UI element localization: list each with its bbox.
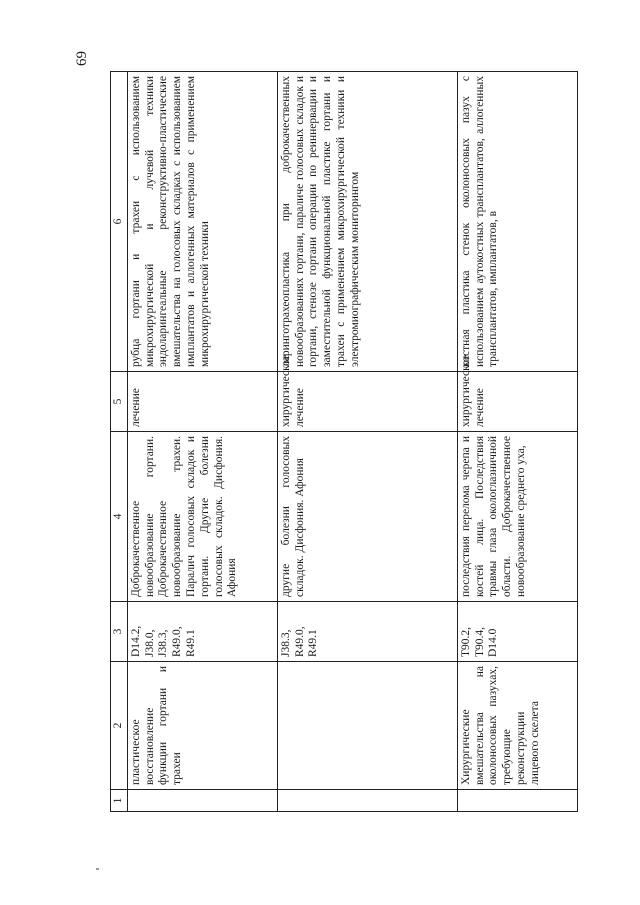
cell-icd-codes: J38.3, R49.0, R49.1 <box>277 602 457 662</box>
scan-artifact <box>96 868 99 870</box>
cell-treatment-type: хирургическое лечение <box>457 372 577 432</box>
cell-treatment-type: хирургическое лечение <box>277 372 457 432</box>
cell-method: ларинготрахеопластика при доброкачественных новообразованиях гортани, параличе голосовых складок и гортани, стенозе гортани операции по реиннервации и заместительной функциональной пластике гортани и трахеи с применением микрохирургической техники и электромиографическим мониторингом <box>277 72 457 372</box>
cell-procedure-group: Хирургические вмешательства на околоносовых пазухах, требующие реконструкции лицевого скелета <box>457 662 577 790</box>
procedures-table <box>110 71 578 812</box>
table-row <box>457 72 577 812</box>
table-row <box>127 72 277 812</box>
cell-procedure-group: пластическое восстановление функции гортани и трахеи <box>127 662 277 790</box>
cell-col1 <box>457 790 577 812</box>
cell-treatment-type: лечение <box>127 372 277 432</box>
column-number-1: 1 <box>111 790 128 812</box>
cell-diagnosis: Доброкачественное новообразование гортани. Доброкачественное новообразование трахеи. Паралич голосовых складок и гортани. Другие болезни голосовых складок. Дисфония. Афония <box>127 432 277 602</box>
rotated-table-frame <box>110 72 640 812</box>
rotated-table-content <box>110 72 640 812</box>
cell-icd-codes: D14.2, J38.0, J38.3, R49.0, R49.1 <box>127 602 277 662</box>
column-number-6: 6 <box>111 72 128 372</box>
cell-col1 <box>277 790 457 812</box>
table-row <box>277 72 457 812</box>
cell-method: костная пластика стенок околоносовых пазух с использованием аутокостных трансплантатов, аллогенных трансплантатов, имплантатов, в <box>457 72 577 372</box>
cell-diagnosis: другие болезни голосовых складок. Дисфония. Афония <box>277 432 457 602</box>
page-number: 69 <box>74 51 90 66</box>
cell-icd-codes: T90.2, T90.4, D14.0 <box>457 602 577 662</box>
cell-diagnosis: последствия перелома черепа и костей лица. Последствия травмы глаза окологлазничной области. Доброкачественное новообразование среднего уха, <box>457 432 577 602</box>
table-header-row <box>111 72 128 812</box>
cell-method: рубца гортани и трахеи с использованием микрохирургической и лучевой техники эндоларингеальные реконструктивно-пластические вмешательства на голосовых складках с использованием имплантатов и аллогенных материалов с применением микрохирургической техники <box>127 72 277 372</box>
column-number-5: 5 <box>111 372 128 432</box>
column-number-2: 2 <box>111 662 128 790</box>
cell-col1 <box>127 790 277 812</box>
column-number-3: 3 <box>111 602 128 662</box>
cell-procedure-group <box>277 662 457 790</box>
column-number-4: 4 <box>111 432 128 602</box>
